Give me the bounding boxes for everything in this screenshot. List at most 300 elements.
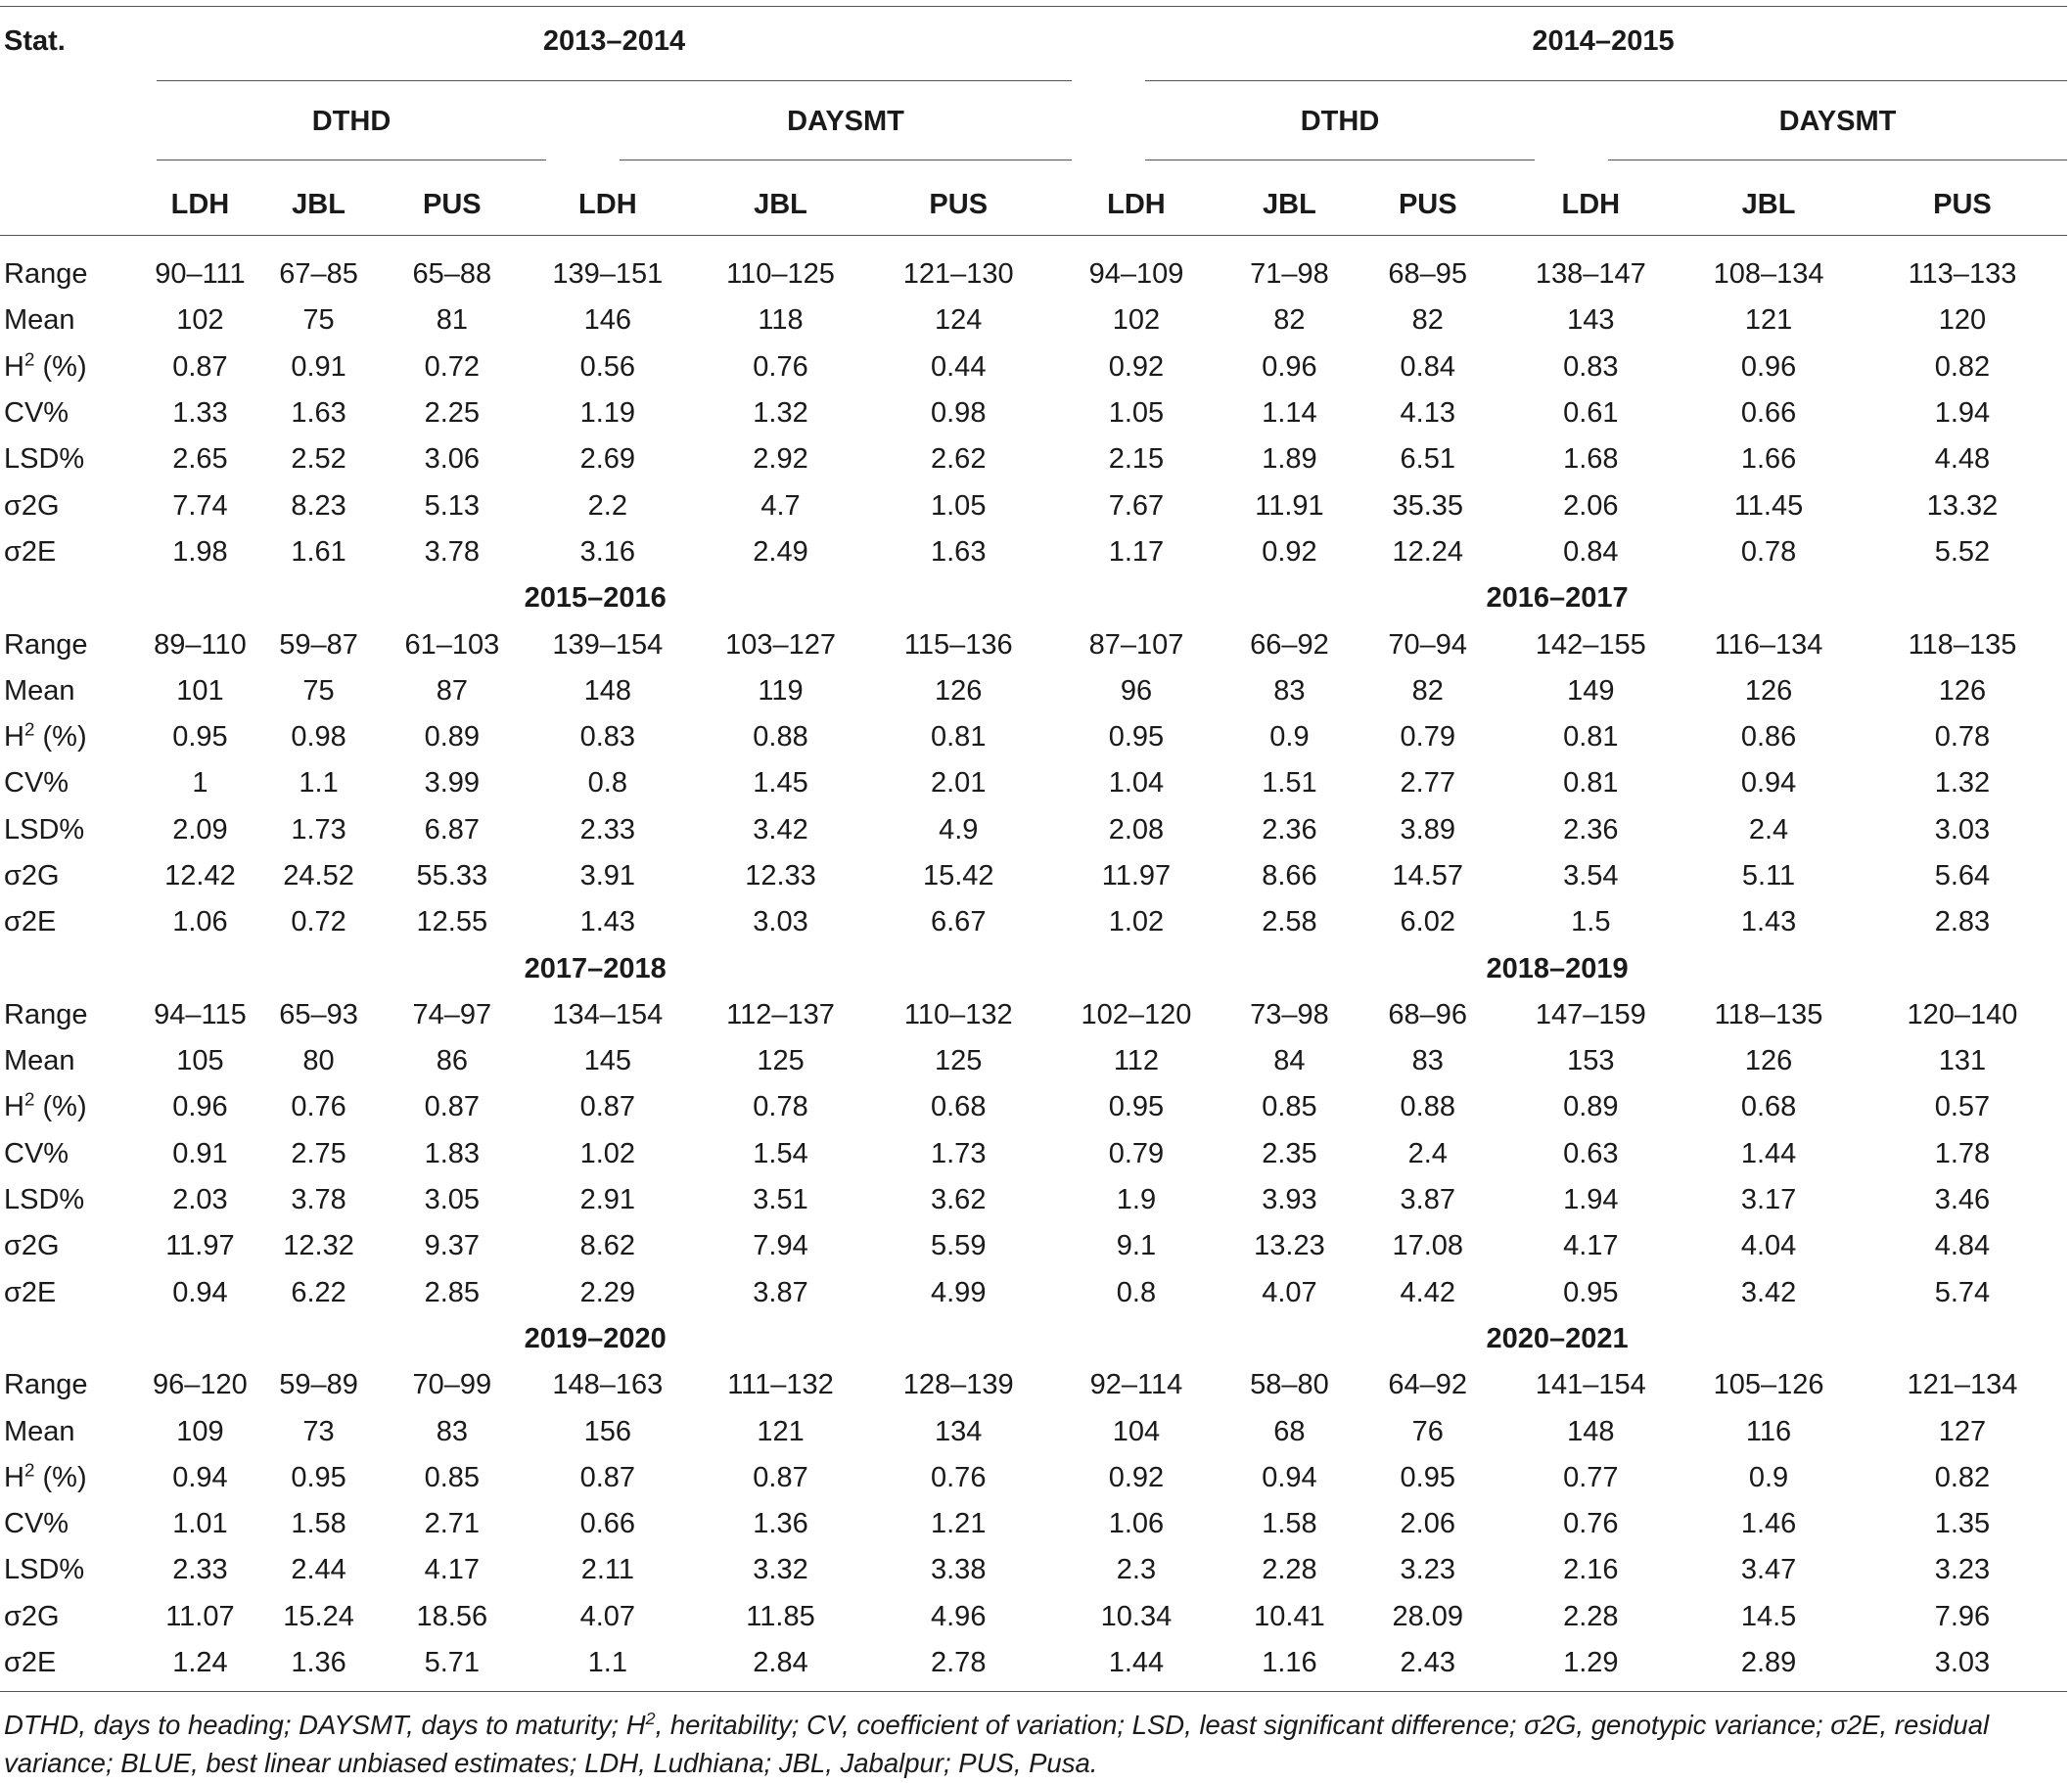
table-row	[0, 1084, 2067, 1130]
value-cell: 1.45	[753, 767, 808, 800]
value-cell: 3.42	[1740, 1276, 1797, 1308]
value-cell: 2.06	[1563, 489, 1619, 522]
value-cell: 3.23	[1400, 1554, 1455, 1586]
value-cell: 1.35	[1934, 1508, 1991, 1540]
value-cell: 3.16	[579, 535, 636, 568]
table-row	[0, 297, 2067, 343]
value-cell: 0.76	[931, 1461, 987, 1493]
value-cell: 0.92	[1262, 535, 1317, 568]
value-cell: 143	[1567, 304, 1615, 337]
value-cell: 67–85	[279, 258, 358, 291]
value-cell: 2.01	[931, 767, 987, 800]
value-cell: 3.78	[291, 1184, 346, 1216]
value-cell: 5.71	[424, 1647, 481, 1679]
value-cell: 1.94	[1563, 1184, 1619, 1216]
value-cell: 1.04	[1108, 767, 1165, 800]
value-cell: 121–134	[1907, 1369, 2018, 1401]
value-cell: 1.02	[1108, 906, 1165, 938]
value-cell: 82	[1411, 304, 1444, 337]
value-cell: 94–109	[1088, 258, 1184, 291]
value-cell: 0.95	[1563, 1276, 1619, 1308]
value-cell: 1.54	[753, 1137, 808, 1169]
trait-header: DAYSMT	[787, 106, 904, 137]
table-row	[0, 1501, 2067, 1547]
value-cell: 68–96	[1388, 998, 1468, 1030]
empty-cell	[0, 575, 143, 621]
value-cell: 1.43	[1740, 906, 1797, 938]
value-cell: 3.46	[1934, 1184, 1991, 1216]
value-cell: 2.08	[1108, 813, 1165, 846]
value-cell: 3.42	[753, 813, 808, 846]
value-cell: 3.54	[1563, 860, 1619, 892]
value-cell: 128–139	[902, 1369, 1014, 1401]
value-cell: 2.84	[753, 1647, 808, 1679]
stat-label: CV%	[4, 767, 69, 800]
value-cell: 2.28	[1563, 1600, 1619, 1632]
value-cell: 118–135	[1714, 998, 1823, 1030]
value-cell: 2.65	[172, 443, 228, 476]
table-row	[0, 1038, 2067, 1084]
value-cell: 3.38	[931, 1554, 987, 1586]
value-cell: 1	[192, 767, 208, 800]
value-cell: 3.91	[579, 860, 636, 892]
value-cell: 2.36	[1563, 813, 1619, 846]
value-cell: 5.11	[1741, 860, 1796, 892]
value-cell: 12.24	[1392, 535, 1464, 568]
period-header: 2013–2014	[542, 25, 686, 57]
value-cell: 0.91	[172, 1137, 228, 1169]
value-cell: 15.42	[922, 860, 994, 892]
value-cell: 1.06	[172, 906, 228, 938]
value-cell: 5.13	[424, 489, 481, 522]
value-cell: 2.71	[424, 1508, 481, 1540]
value-cell: 66–92	[1250, 628, 1329, 661]
value-cell: 111–132	[727, 1369, 834, 1401]
stat-label: σ2E	[4, 1647, 57, 1679]
value-cell: 2.85	[424, 1276, 481, 1308]
value-cell: 28.09	[1392, 1600, 1464, 1632]
value-cell: 0.89	[1563, 1091, 1619, 1123]
stat-label: σ2G	[4, 1230, 60, 1262]
value-cell: 3.62	[931, 1184, 987, 1216]
value-cell: 12.42	[164, 860, 236, 892]
value-cell: 2.36	[1262, 813, 1317, 846]
value-cell: 0.95	[172, 721, 228, 754]
stat-label: σ2E	[4, 535, 57, 568]
value-cell: 115–136	[903, 628, 1013, 661]
value-cell: 108–134	[1713, 258, 1824, 291]
stat-label: σ2G	[4, 860, 60, 892]
table-row	[0, 529, 2067, 575]
value-cell: 1.43	[579, 906, 636, 938]
value-cell: 1.32	[1934, 767, 1991, 800]
value-cell: 113–133	[1908, 258, 2017, 291]
value-cell: 0.87	[579, 1461, 636, 1493]
value-cell: 2.58	[1262, 906, 1317, 938]
value-cell: 125	[757, 1045, 805, 1077]
value-cell: 75	[302, 304, 335, 337]
value-cell: 0.72	[424, 350, 481, 383]
bottom-rule	[0, 1691, 2067, 1692]
value-cell: 6.67	[931, 906, 987, 938]
value-cell: 83	[1273, 674, 1306, 707]
stat-label: Mean	[4, 304, 75, 337]
value-cell: 82	[1273, 304, 1306, 337]
value-cell: 1.66	[1740, 443, 1797, 476]
value-cell: 35.35	[1392, 489, 1464, 522]
value-cell: 1.73	[291, 813, 346, 846]
value-cell: 84	[1273, 1045, 1306, 1077]
stat-label: Range	[4, 628, 88, 661]
value-cell: 134	[935, 1415, 983, 1447]
value-cell: 0.81	[931, 721, 987, 754]
value-cell: 1.5	[1571, 906, 1611, 938]
value-cell: 4.84	[1934, 1230, 1991, 1262]
value-cell: 0.94	[172, 1461, 228, 1493]
empty-cell	[0, 945, 143, 991]
value-cell: 1.44	[1108, 1647, 1165, 1679]
value-cell: 70–94	[1388, 628, 1468, 661]
location-header: JBL	[1741, 189, 1796, 221]
value-cell: 1.61	[291, 535, 346, 568]
value-cell: 1.14	[1262, 397, 1317, 430]
value-cell: 102–120	[1081, 998, 1192, 1030]
season-label: 2015–2016	[524, 582, 667, 615]
value-cell: 1.16	[1262, 1647, 1317, 1679]
empty-cell	[0, 1316, 143, 1362]
value-cell: 116–134	[1714, 628, 1823, 661]
value-cell: 1.73	[931, 1137, 987, 1169]
value-cell: 9.1	[1116, 1230, 1157, 1262]
location-header: JBL	[292, 189, 345, 221]
value-cell: 147–159	[1535, 998, 1646, 1030]
value-cell: 4.99	[931, 1276, 987, 1308]
value-cell: 2.11	[580, 1554, 634, 1586]
value-cell: 13.32	[1926, 489, 1999, 522]
table-row	[0, 1362, 2067, 1408]
table-row	[0, 1640, 2067, 1686]
value-cell: 55.33	[416, 860, 488, 892]
value-cell: 0.82	[1934, 350, 1991, 383]
value-cell: 2.33	[172, 1554, 228, 1586]
value-cell: 10.34	[1100, 1600, 1173, 1632]
value-cell: 149	[1567, 674, 1615, 707]
value-cell: 0.9	[1269, 721, 1310, 754]
table-row	[0, 251, 2067, 297]
value-cell: 139–154	[552, 628, 664, 661]
value-cell: 3.03	[1934, 813, 1991, 846]
value-cell: 3.87	[1400, 1184, 1455, 1216]
trait-header: DTHD	[1300, 106, 1380, 137]
value-cell: 2.16	[1563, 1554, 1619, 1586]
value-cell: 118	[758, 304, 804, 337]
value-cell: 0.57	[1934, 1091, 1991, 1123]
value-cell: 65–93	[279, 998, 358, 1030]
stat-label: $H^2$ (%)	[4, 718, 87, 754]
value-cell: 0.92	[1108, 1461, 1165, 1493]
value-cell: 126	[1744, 1045, 1793, 1077]
location-header: PUS	[423, 189, 482, 221]
value-cell: 105–126	[1713, 1369, 1824, 1401]
table-row	[0, 1408, 2067, 1454]
value-cell: 3.03	[753, 906, 808, 938]
value-cell: 11.85	[746, 1600, 815, 1632]
value-cell: 1.32	[753, 397, 808, 430]
value-cell: 11.45	[1733, 489, 1804, 522]
value-cell: 1.51	[1262, 767, 1317, 800]
value-cell: 2.78	[931, 1647, 987, 1679]
location-header-row	[0, 182, 2067, 228]
value-cell: 81	[436, 304, 468, 337]
value-cell: 87	[436, 674, 468, 707]
value-cell: 121–130	[902, 258, 1014, 291]
value-cell: 96	[1120, 674, 1153, 707]
trait-header: DAYSMT	[1778, 106, 1897, 137]
value-cell: 12.32	[283, 1230, 354, 1262]
value-cell: 1.06	[1108, 1508, 1165, 1540]
value-cell: 4.7	[760, 489, 801, 522]
value-cell: 124	[935, 304, 983, 337]
value-cell: 1.05	[1108, 397, 1165, 430]
value-cell: 1.17	[1108, 535, 1165, 568]
value-cell: 1.78	[1934, 1137, 1991, 1169]
value-cell: 118–135	[1908, 628, 2017, 661]
season-label: 2019–2020	[524, 1322, 667, 1354]
value-cell: 101	[176, 674, 224, 707]
table-row	[0, 1223, 2067, 1269]
value-cell: 3.47	[1740, 1554, 1797, 1586]
value-cell: 0.61	[1563, 397, 1619, 430]
value-cell: 8.23	[291, 489, 346, 522]
value-cell: 127	[1938, 1415, 1987, 1447]
stat-label: LSD%	[4, 443, 85, 476]
value-cell: 2.03	[172, 1184, 228, 1216]
value-cell: 1.36	[291, 1647, 346, 1679]
location-header: PUS	[1398, 189, 1457, 221]
value-cell: 0.98	[931, 397, 987, 430]
period-rule	[157, 80, 1072, 81]
location-header: LDH	[578, 189, 637, 221]
value-cell: 112	[1113, 1045, 1160, 1077]
stat-label: $H^2$ (%)	[4, 348, 87, 383]
value-cell: 71–98	[1250, 258, 1329, 291]
value-cell: 0.95	[1400, 1461, 1455, 1493]
value-cell: 156	[583, 1415, 632, 1447]
value-cell: 83	[436, 1415, 468, 1447]
value-cell: 110–132	[903, 998, 1013, 1030]
stat-header: Stat.	[4, 25, 66, 57]
value-cell: 0.76	[753, 350, 808, 383]
value-cell: 2.15	[1108, 443, 1165, 476]
season-row	[0, 1316, 2067, 1362]
value-cell: 11.97	[165, 1230, 235, 1262]
value-cell: 139–151	[552, 258, 664, 291]
value-cell: 64–92	[1388, 1369, 1468, 1401]
value-cell: 1.01	[172, 1508, 228, 1540]
value-cell: 0.44	[931, 350, 987, 383]
value-cell: 65–88	[412, 258, 492, 291]
value-cell: 145	[583, 1045, 632, 1077]
value-cell: 4.07	[579, 1600, 636, 1632]
value-cell: 94–115	[154, 998, 247, 1030]
value-cell: 1.44	[1740, 1137, 1797, 1169]
value-cell: 6.87	[424, 813, 481, 846]
value-cell: 2.49	[753, 535, 808, 568]
value-cell: 0.8	[1116, 1276, 1157, 1308]
value-cell: 1.29	[1563, 1647, 1619, 1679]
location-header: LDH	[1561, 189, 1621, 221]
data-table	[0, 251, 2067, 1686]
season-row	[0, 575, 2067, 621]
value-cell: 126	[935, 674, 983, 707]
value-cell: 3.03	[1934, 1647, 1991, 1679]
value-cell: 1.1	[587, 1647, 627, 1679]
value-cell: 74–97	[412, 998, 492, 1030]
value-cell: 68–95	[1388, 258, 1468, 291]
value-cell: 3.06	[424, 443, 481, 476]
location-header: JBL	[1263, 189, 1316, 221]
value-cell: 7.67	[1108, 489, 1165, 522]
period-header: 2014–2015	[1532, 25, 1675, 57]
value-cell: 1.33	[172, 397, 228, 430]
value-cell: 7.96	[1934, 1600, 1991, 1632]
table-row	[0, 899, 2067, 945]
footnote: DTHD, days to heading; DAYSMT, days to maturity; $H^2$, heritability; CV, coefficient of variation; LSD, least significant difference; σ2G, genotypic variance; σ2E, residual variance; BLUE, best linear unbiased estimates; LDH, Ludhiana; JBL, Jabalpur; PUS, Pusa.	[4, 1708, 1990, 1778]
stat-label: σ2E	[4, 906, 57, 938]
value-cell: 1.58	[291, 1508, 346, 1540]
value-cell: 0.96	[172, 1091, 228, 1123]
header-bottom-rule	[0, 235, 2067, 236]
trait-header: DTHD	[311, 106, 391, 137]
value-cell: 2.62	[931, 443, 987, 476]
stat-label: Range	[4, 1369, 88, 1401]
season-label: 2016–2017	[1486, 582, 1629, 615]
value-cell: 103–127	[725, 628, 836, 661]
table-row	[0, 714, 2067, 760]
stat-label: Range	[4, 998, 88, 1030]
value-cell: 2.29	[579, 1276, 636, 1308]
value-cell: 2.3	[1116, 1554, 1157, 1586]
value-cell: 121	[757, 1415, 805, 1447]
value-cell: 14.5	[1740, 1600, 1797, 1632]
value-cell: 0.89	[424, 721, 481, 754]
value-cell: 92–114	[1089, 1369, 1183, 1401]
value-cell: 0.87	[579, 1091, 636, 1123]
value-cell: 2.33	[579, 813, 636, 846]
value-cell: 0.87	[172, 350, 228, 383]
value-cell: 0.94	[172, 1276, 228, 1308]
stat-label: $H^2$ (%)	[4, 1088, 87, 1123]
value-cell: 0.83	[1563, 350, 1619, 383]
value-cell: 75	[302, 674, 335, 707]
value-cell: 0.76	[1563, 1508, 1619, 1540]
value-cell: 12.55	[416, 906, 488, 938]
value-cell: 126	[1938, 674, 1987, 707]
value-cell: 0.9	[1748, 1461, 1789, 1493]
value-cell: 102	[176, 304, 224, 337]
value-cell: 83	[1411, 1045, 1444, 1077]
value-cell: 18.56	[416, 1600, 488, 1632]
value-cell: 1.83	[424, 1137, 481, 1169]
value-cell: 0.88	[753, 721, 808, 754]
location-header: PUS	[929, 189, 989, 221]
value-cell: 3.93	[1262, 1184, 1317, 1216]
value-cell: 2.25	[424, 397, 481, 430]
value-cell: 1.36	[753, 1508, 808, 1540]
value-cell: 2.89	[1740, 1647, 1797, 1679]
value-cell: 0.96	[1262, 350, 1317, 383]
value-cell: 7.94	[753, 1230, 808, 1262]
table-row	[0, 1594, 2067, 1640]
table-row	[0, 436, 2067, 482]
value-cell: 1.63	[931, 535, 987, 568]
value-cell: 4.17	[1563, 1230, 1619, 1262]
value-cell: 0.79	[1108, 1137, 1165, 1169]
value-cell: 4.42	[1400, 1276, 1455, 1308]
table-row	[0, 853, 2067, 899]
value-cell: 134–154	[552, 998, 664, 1030]
value-cell: 0.86	[1740, 721, 1797, 754]
value-cell: 148	[583, 674, 632, 707]
stat-label: σ2G	[4, 1600, 60, 1632]
table-row	[0, 1270, 2067, 1316]
value-cell: 1.05	[931, 489, 987, 522]
value-cell: 0.82	[1934, 1461, 1991, 1493]
value-cell: 1.1	[299, 767, 339, 800]
table-row	[0, 760, 2067, 806]
value-cell: 3.32	[753, 1554, 808, 1586]
value-cell: 89–110	[154, 628, 247, 661]
value-cell: 3.87	[753, 1276, 808, 1308]
table-row	[0, 1455, 2067, 1501]
value-cell: 10.41	[1254, 1600, 1325, 1632]
value-cell: 0.56	[579, 350, 636, 383]
value-cell: 0.77	[1563, 1461, 1619, 1493]
value-cell: 61–103	[404, 628, 500, 661]
value-cell: 4.17	[424, 1554, 481, 1586]
value-cell: 87–107	[1088, 628, 1184, 661]
table-row	[0, 992, 2067, 1038]
value-cell: 148–163	[552, 1369, 664, 1401]
value-cell: 141–154	[1535, 1369, 1646, 1401]
value-cell: 148	[1567, 1415, 1615, 1447]
value-cell: 2.06	[1400, 1508, 1455, 1540]
value-cell: 121	[1744, 304, 1793, 337]
season-label: 2017–2018	[524, 952, 667, 984]
value-cell: 5.59	[931, 1230, 987, 1262]
value-cell: 1.21	[931, 1508, 987, 1540]
value-cell: 1.24	[172, 1647, 228, 1679]
value-cell: 119	[758, 674, 804, 707]
stat-label: $H^2$ (%)	[4, 1459, 87, 1493]
stat-label: Mean	[4, 674, 75, 707]
value-cell: 2.69	[579, 443, 636, 476]
season-label: 2018–2019	[1486, 952, 1629, 984]
value-cell: 3.17	[1740, 1184, 1797, 1216]
value-cell: 125	[935, 1045, 983, 1077]
table-row	[0, 1131, 2067, 1177]
table-row	[0, 621, 2067, 667]
value-cell: 90–111	[155, 258, 246, 291]
stat-label: σ2E	[4, 1276, 57, 1308]
value-cell: 4.04	[1740, 1230, 1797, 1262]
value-cell: 12.33	[745, 860, 816, 892]
value-cell: 0.66	[579, 1508, 636, 1540]
value-cell: 68	[1273, 1415, 1306, 1447]
value-cell: 1.89	[1262, 443, 1317, 476]
value-cell: 120	[1938, 304, 1987, 337]
value-cell: 96–120	[153, 1369, 248, 1401]
